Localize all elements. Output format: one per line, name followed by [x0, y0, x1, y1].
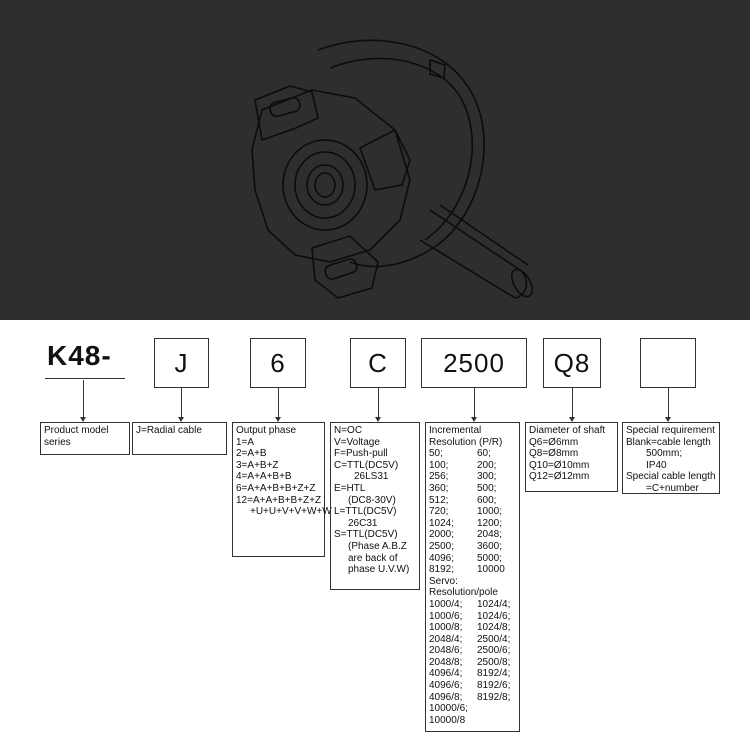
servo-value: 8192/4; [477, 668, 511, 680]
incremental-value: 1200; [477, 517, 503, 529]
shaft-option: Q6=Ø6mm [529, 436, 579, 448]
servo-row [429, 622, 516, 634]
special-line: IP40 [646, 459, 667, 471]
servo-value: 2500/6; [477, 645, 511, 657]
incremental-value: 10000 [477, 564, 505, 576]
product-series-desc [40, 422, 130, 455]
output-phase-option: +U+U+V+V+W+W [250, 506, 332, 518]
product-line: Product model [44, 425, 109, 436]
incremental-value: 300; [477, 471, 497, 483]
output-type-desc [330, 422, 420, 590]
special-line: Special cable length [626, 471, 716, 483]
output-type-line: N=OC [334, 425, 363, 436]
servo-row [429, 645, 516, 657]
output-phase-option: 1=A [236, 436, 255, 448]
servo-subtitle: Resolution/pole [429, 587, 498, 599]
servo-value: 2048/4; [429, 633, 463, 645]
incremental-row [429, 518, 516, 530]
incremental-value: 5000; [477, 552, 503, 564]
servo-value: 4096/8; [429, 691, 463, 703]
special-line: 500mm; [646, 448, 683, 460]
code-box-cable: J [154, 338, 209, 388]
connector-line [278, 388, 279, 417]
servo-value: 4096/6; [429, 680, 463, 692]
code-box-output-type: C [350, 338, 406, 388]
incremental-row [429, 506, 516, 518]
incremental-value: 360; [429, 482, 449, 494]
incremental-row [429, 564, 516, 576]
servo-row [429, 680, 516, 692]
output-phase-option: 6=A+A+B+B+Z+Z [236, 482, 316, 494]
encoder-drawing [0, 0, 750, 320]
code-box-shaft: Q8 [543, 338, 601, 388]
model-prefix: K48- [47, 340, 112, 371]
connector-line [83, 380, 84, 417]
model-code-diagram [0, 320, 750, 750]
output-type-line: V=Voltage [334, 436, 380, 448]
incremental-value: 2048; [477, 529, 503, 541]
servo-title: Servo: [429, 575, 458, 587]
incremental-value: 3600; [477, 540, 503, 552]
servo-row [429, 657, 516, 669]
code-box-special [640, 338, 696, 388]
incremental-value: 256; [429, 471, 449, 483]
special-line: Blank=cable length [626, 436, 711, 448]
incremental-value: 2000; [429, 529, 455, 541]
incremental-value: 4096; [429, 552, 455, 564]
resolution-desc [425, 422, 520, 732]
output-type-line: C=TTL(DC5V) [334, 459, 399, 471]
shaft-title: Diameter of shaft [529, 425, 606, 436]
output-type-line: L=TTL(DC5V) [334, 506, 397, 518]
shaft-desc [525, 422, 618, 492]
incremental-value: 1000; [477, 506, 503, 518]
servo-row [429, 634, 516, 646]
incremental-value: 720; [429, 506, 449, 518]
servo-value: 8192/8; [477, 691, 511, 703]
incremental-row [429, 471, 516, 483]
output-phase-option: 3=A+B+Z [236, 459, 279, 471]
output-type-line: (Phase A.B.Z [348, 540, 407, 552]
servo-row [429, 668, 516, 680]
cable-text: J=Radial cable [136, 425, 202, 436]
output-type-line: E=HTL [334, 482, 366, 494]
connector-line [474, 388, 475, 417]
incremental-value: 2500; [429, 540, 455, 552]
connector-line [181, 388, 182, 417]
servo-value: 10000/6; [429, 703, 468, 715]
output-phase-option: 4=A+A+B+B [236, 471, 292, 483]
incremental-row [429, 553, 516, 565]
output-type-line: phase U.V.W) [348, 564, 410, 576]
shaft-option: Q10=Ø10mm [529, 459, 590, 471]
special-desc [622, 422, 720, 494]
servo-value: 1024/8; [477, 622, 511, 634]
connector-line [572, 388, 573, 417]
servo-value: 2500/4; [477, 633, 511, 645]
incremental-value: 500; [477, 482, 497, 494]
servo-value: 10000/8 [429, 714, 466, 726]
output-type-line: are back of [348, 552, 398, 564]
product-line: series [44, 436, 71, 448]
servo-value: 1024/4; [477, 598, 511, 610]
shaft-option: Q8=Ø8mm [529, 448, 579, 460]
servo-value: 2500/8; [477, 656, 511, 668]
incremental-value: 100; [429, 459, 449, 471]
special-line: Special requirement [626, 425, 715, 436]
incremental-row [429, 495, 516, 507]
output-phase-desc [232, 422, 332, 557]
servo-row [429, 611, 516, 623]
servo-value: 1000/8; [429, 622, 463, 634]
incremental-value: 50; [429, 448, 443, 460]
servo-value: 1024/6; [477, 610, 511, 622]
servo-value: 2048/6; [429, 645, 463, 657]
incremental-value: 60; [477, 448, 491, 460]
incremental-title: Incremental [429, 425, 482, 436]
encoder-photo [0, 0, 750, 320]
incremental-row [429, 460, 516, 472]
servo-value: 4096/4; [429, 668, 463, 680]
incremental-row [429, 541, 516, 553]
servo-row [429, 715, 516, 727]
output-type-line: S=TTL(DC5V) [334, 529, 398, 541]
connector-line [668, 388, 669, 417]
servo-row [429, 692, 516, 704]
connector-line [378, 388, 379, 417]
incremental-value: 200; [477, 459, 497, 471]
servo-row [429, 599, 516, 611]
incremental-value: 600; [477, 494, 497, 506]
prefix-underline [45, 378, 125, 379]
code-box-output-phase: 6 [250, 338, 306, 388]
output-phase-title: Output phase [236, 425, 297, 436]
incremental-value: 8192; [429, 564, 455, 576]
incremental-row [429, 529, 516, 541]
incremental-row [429, 483, 516, 495]
output-type-line: 26LS31 [354, 471, 389, 483]
code-box-resolution: 2500 [421, 338, 527, 388]
servo-value: 1000/4; [429, 598, 463, 610]
cable-desc [132, 422, 227, 455]
incremental-value: 512; [429, 494, 449, 506]
output-phase-option: 12=A+A+B+B+Z+Z [236, 494, 322, 506]
incremental-row [429, 448, 516, 460]
incremental-subtitle: Resolution (P/R) [429, 436, 503, 448]
servo-value: 8192/6; [477, 680, 511, 692]
special-line: =C+number [646, 482, 699, 494]
output-type-line: F=Push-pull [334, 448, 388, 460]
output-type-line: 26C31 [348, 517, 378, 529]
servo-value: 1000/6; [429, 610, 463, 622]
servo-row [429, 703, 516, 715]
shaft-option: Q12=Ø12mm [529, 471, 590, 483]
output-type-line: (DC8-30V) [348, 494, 396, 506]
output-phase-option: 2=A+B [236, 448, 267, 460]
servo-value: 2048/8; [429, 656, 463, 668]
incremental-value: 1024; [429, 517, 455, 529]
